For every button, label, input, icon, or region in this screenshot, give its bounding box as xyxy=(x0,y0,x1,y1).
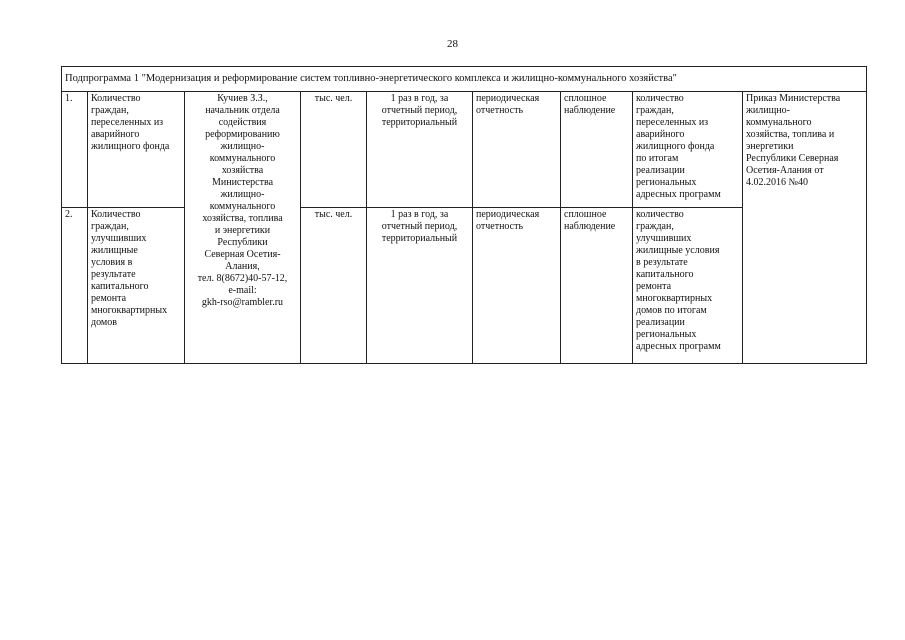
reporting-form: периодическая отчетность xyxy=(473,92,561,208)
page-number: 28 xyxy=(447,38,458,50)
table-row xyxy=(62,92,867,208)
subprogram-title: Подпрограмма 1 "Модернизация и реформирование систем топливно-энергетического комплекса и жилищно-коммунального хозяйства" xyxy=(62,67,867,92)
calculation-algorithm: количество граждан, улучшивших жилищные условия в результате капитального ремонта многоквартирных домов по итогам реализации региональных адресных программ xyxy=(633,208,743,364)
unit: тыс. чел. xyxy=(301,92,367,208)
indicator-name: Количество граждан, улучшивших жилищные условия в результате капитального ремонта многоквартирных домов xyxy=(88,208,185,364)
periodicity: 1 раз в год, за отчетный период, территориальный xyxy=(367,208,473,364)
row-number: 1. xyxy=(62,92,88,208)
unit: тыс. чел. xyxy=(301,208,367,364)
reporting-form: периодическая отчетность xyxy=(473,208,561,364)
observation-method: сплошное наблюдение xyxy=(561,92,633,208)
calculation-algorithm: количество граждан, переселенных из аварийного жилищного фонда по итогам реализации региональных адресных программ xyxy=(633,92,743,208)
indicator-name: Количество граждан, переселенных из аварийного жилищного фонда xyxy=(88,92,185,208)
periodicity: 1 раз в год, за отчетный период, территориальный xyxy=(367,92,473,208)
observation-method: сплошное наблюдение xyxy=(561,208,633,364)
responsible-person: Кучиев З.З., начальник отдела содействия реформированию жилищно- коммунального хозяйства Министерства жилищно- коммунального хозяйства, топлива и энергетики Республики Северная Осетия- Алания, тел. 8(8672)40-57-12, e-mail: gkh-rso@rambler.ru xyxy=(185,92,301,364)
indicators-table xyxy=(61,66,867,364)
row-number: 2. xyxy=(62,208,88,364)
legal-basis: Приказ Министерства жилищно- коммунального хозяйства, топлива и энергетики Республики Северная Осетия-Алания от 4.02.2016 №40 xyxy=(743,92,867,364)
subprogram-header-row xyxy=(62,67,867,92)
